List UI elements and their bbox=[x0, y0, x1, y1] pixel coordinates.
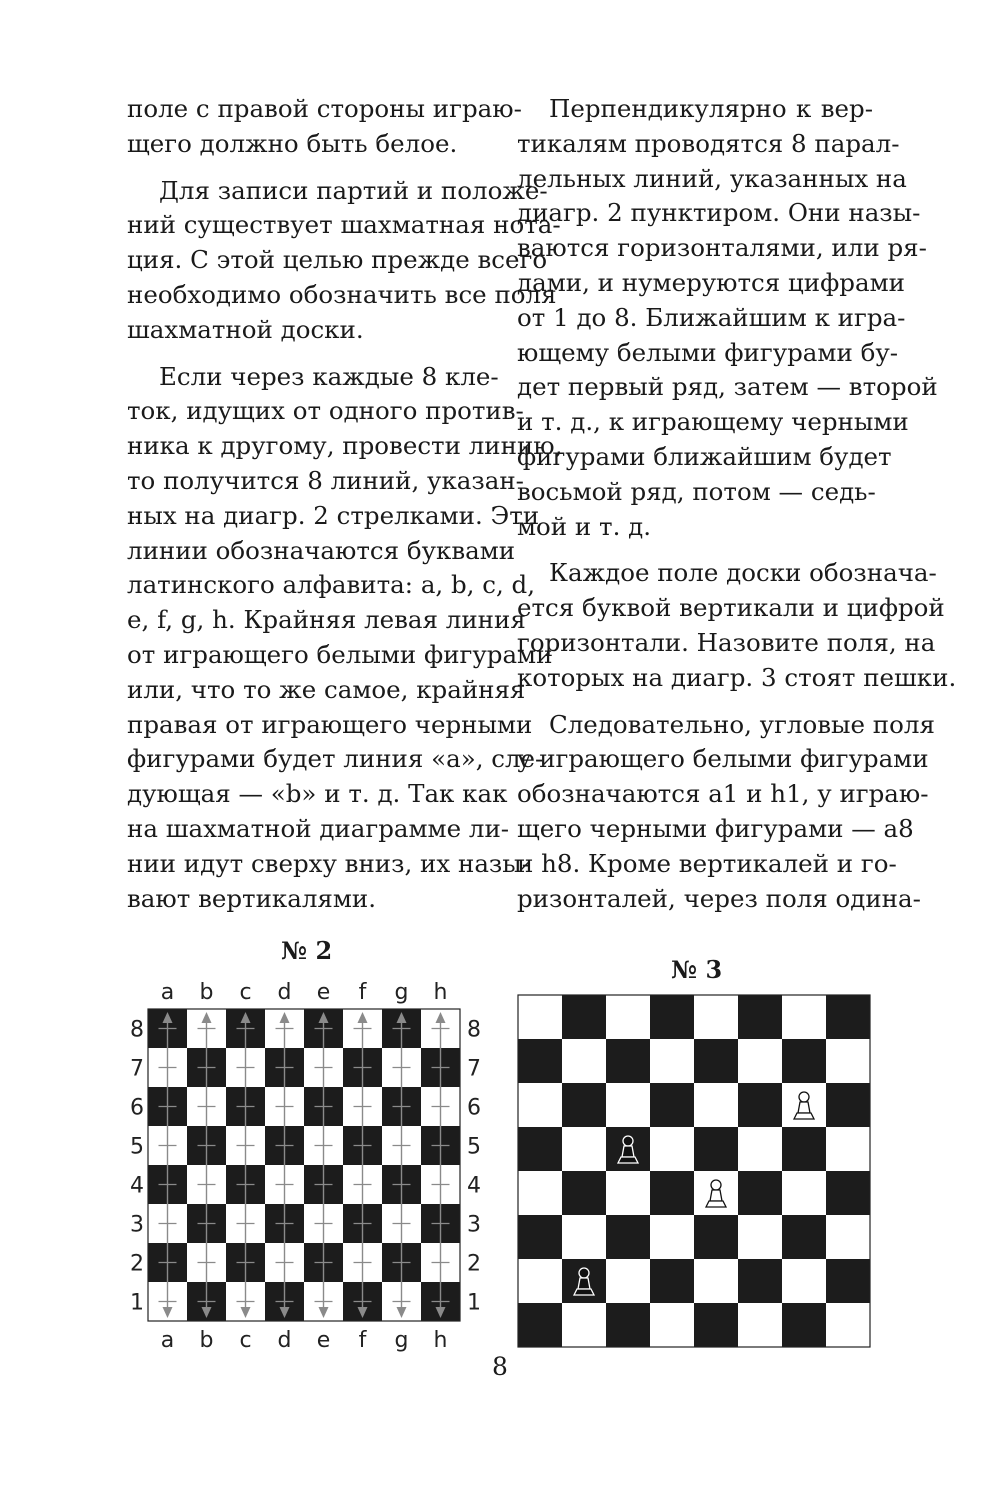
text-line: Перпендикулярно к вер- bbox=[549, 94, 873, 123]
right-text-column bbox=[517, 92, 957, 928]
board-square bbox=[826, 1303, 870, 1347]
board-square bbox=[694, 1303, 738, 1347]
text-line: горизонтали. Назовите поля, на bbox=[517, 627, 936, 657]
board-square bbox=[650, 1039, 694, 1083]
text-line: ний существует шахматная нота- bbox=[127, 210, 561, 240]
board-square bbox=[562, 1303, 606, 1347]
board-square bbox=[782, 1127, 826, 1171]
text-line: и h8. Кроме вертикалей и го- bbox=[517, 848, 897, 878]
text-line: Для записи партий и положе- bbox=[159, 175, 548, 205]
board-square bbox=[782, 1039, 826, 1083]
file-label-bottom: c bbox=[239, 1328, 252, 1353]
board-square bbox=[782, 995, 826, 1039]
text-line: ется буквой вертикали и цифрой bbox=[517, 593, 945, 623]
file-label-bottom: b bbox=[199, 1328, 214, 1353]
diagram-2-board bbox=[115, 975, 515, 1355]
text-line: ющему белыми фигурами бу- bbox=[517, 337, 899, 367]
file-label-bottom: h bbox=[433, 1328, 448, 1353]
board-square bbox=[606, 995, 650, 1039]
board-square bbox=[650, 1083, 694, 1127]
text-line: обозначаются a1 и h1, у играю- bbox=[517, 779, 929, 809]
rank-label-right: 5 bbox=[467, 1134, 481, 1160]
text-line: необходимо обозначить все поля bbox=[127, 279, 557, 309]
rank-label-left: 1 bbox=[130, 1290, 144, 1316]
text-line: фигурами будет линия «а», сле- bbox=[127, 744, 544, 774]
board-square bbox=[650, 1127, 694, 1171]
rank-label-right: 6 bbox=[467, 1095, 481, 1121]
board-square bbox=[650, 995, 694, 1039]
paragraph bbox=[127, 360, 563, 917]
rank-label-right: 2 bbox=[467, 1251, 481, 1277]
text-line: Каждое поле доски обознача- bbox=[549, 558, 937, 588]
board-square bbox=[562, 1039, 606, 1083]
board-square bbox=[518, 1171, 562, 1215]
board-square bbox=[650, 1259, 694, 1303]
board-square bbox=[826, 1039, 870, 1083]
board-square bbox=[562, 1171, 606, 1215]
board-square bbox=[826, 995, 870, 1039]
board-square bbox=[606, 1259, 650, 1303]
file-label-top: d bbox=[277, 980, 292, 1005]
text-line: дет первый ряд, затем — второй bbox=[517, 372, 938, 402]
text-line: фигурами ближайшим будет bbox=[517, 441, 892, 471]
board-square bbox=[518, 1259, 562, 1303]
rank-label-left: 6 bbox=[130, 1095, 144, 1121]
board-square bbox=[826, 1215, 870, 1259]
text-line: лельных линий, указанных на bbox=[517, 163, 907, 193]
board-square bbox=[650, 1171, 694, 1215]
file-label-top: e bbox=[316, 980, 331, 1005]
text-line: мой и т. д. bbox=[517, 511, 652, 541]
board-square bbox=[738, 1259, 782, 1303]
board-square bbox=[738, 1171, 782, 1215]
board-square bbox=[782, 1259, 826, 1303]
board-square bbox=[606, 1083, 650, 1127]
diagram-3-caption: № 3 bbox=[671, 955, 723, 984]
text-line: щего должно быть белое. bbox=[127, 128, 458, 158]
board-square bbox=[826, 1259, 870, 1303]
text-line: от играющего белыми фигурами bbox=[127, 639, 553, 669]
board-square bbox=[518, 1127, 562, 1171]
text-line: щего черными фигурами — a8 bbox=[517, 813, 914, 843]
board-square bbox=[606, 1171, 650, 1215]
text-line: и т. д., к играющему черными bbox=[517, 407, 909, 437]
file-label-top: g bbox=[394, 980, 409, 1005]
board-square bbox=[562, 1083, 606, 1127]
board-square bbox=[738, 1303, 782, 1347]
rank-label-right: 4 bbox=[467, 1173, 481, 1199]
text-line: дами, и нумеруются цифрами bbox=[517, 267, 905, 297]
board-square bbox=[782, 1171, 826, 1215]
board-square bbox=[562, 1215, 606, 1259]
board-square bbox=[826, 1083, 870, 1127]
board-square bbox=[738, 1127, 782, 1171]
board-square bbox=[518, 1039, 562, 1083]
diagram-2-caption: № 2 bbox=[281, 936, 333, 965]
paragraph bbox=[517, 92, 938, 544]
board-square bbox=[694, 1215, 738, 1259]
file-label-bottom: g bbox=[394, 1328, 409, 1353]
text-line: ных на диагр. 2 стрелками. Эти bbox=[127, 500, 540, 530]
rank-label-right: 8 bbox=[467, 1017, 481, 1043]
text-line: восьмой ряд, потом — седь- bbox=[517, 476, 876, 506]
board-square bbox=[738, 995, 782, 1039]
file-label-top: b bbox=[199, 980, 214, 1005]
board-square bbox=[694, 995, 738, 1039]
board-square bbox=[518, 1215, 562, 1259]
page-number: 8 bbox=[492, 1352, 508, 1381]
text-line: ток, идущих от одного против- bbox=[127, 396, 524, 426]
text-line: то получится 8 линий, указан- bbox=[127, 465, 524, 495]
text-line: ника к другому, провести линию, bbox=[127, 431, 563, 461]
board-square bbox=[738, 1083, 782, 1127]
text-line: тикалям проводятся 8 парал- bbox=[517, 128, 900, 158]
paragraph bbox=[127, 92, 522, 162]
board-square bbox=[738, 1215, 782, 1259]
file-label-top: f bbox=[358, 980, 367, 1005]
text-line: на шахматной диаграмме ли- bbox=[127, 813, 510, 843]
board-square bbox=[782, 1303, 826, 1347]
board-square bbox=[562, 995, 606, 1039]
text-line: от 1 до 8. Ближайшим к игра- bbox=[517, 302, 906, 332]
text-line: латинского алфавита: a, b, c, d, bbox=[127, 570, 536, 600]
rank-label-right: 3 bbox=[467, 1212, 481, 1238]
board-square bbox=[606, 1215, 650, 1259]
text-line: ризонталей, через поля одина- bbox=[517, 883, 921, 913]
board-square bbox=[694, 1259, 738, 1303]
text-line: линии обозначаются буквами bbox=[127, 535, 516, 565]
rank-label-left: 4 bbox=[130, 1173, 144, 1199]
text-line: ваются горизонталями, или ря- bbox=[517, 233, 927, 263]
file-label-bottom: d bbox=[277, 1328, 292, 1353]
text-line: ция. С этой целью прежде всего bbox=[127, 245, 548, 275]
left-text-column bbox=[127, 92, 563, 928]
board-square bbox=[650, 1303, 694, 1347]
file-label-top: c bbox=[239, 980, 252, 1005]
file-label-bottom: a bbox=[160, 1328, 175, 1353]
text-line: нии идут сверху вниз, их назы- bbox=[127, 848, 531, 878]
rank-label-left: 5 bbox=[130, 1134, 144, 1160]
file-label-top: h bbox=[433, 980, 448, 1005]
board-square bbox=[562, 1127, 606, 1171]
text-line: e, f, g, h. Крайняя левая линия bbox=[127, 605, 526, 635]
text-line: вают вертикалями. bbox=[127, 883, 377, 913]
file-label-bottom: f bbox=[358, 1328, 367, 1353]
board-square bbox=[826, 1171, 870, 1215]
rank-label-left: 7 bbox=[130, 1056, 144, 1082]
board-square bbox=[518, 1303, 562, 1347]
text-line: шахматной доски. bbox=[127, 314, 364, 344]
board-square bbox=[826, 1127, 870, 1171]
text-line: правая от играющего черными bbox=[127, 709, 533, 739]
rank-label-right: 1 bbox=[467, 1290, 481, 1316]
paragraph bbox=[517, 556, 957, 695]
text-line: диагр. 2 пунктиром. Они назы- bbox=[517, 198, 921, 228]
text-line: которых на диагр. 3 стоят пешки. bbox=[517, 662, 957, 692]
board-square bbox=[738, 1039, 782, 1083]
diagram-3-board bbox=[512, 990, 882, 1360]
board-square bbox=[606, 1039, 650, 1083]
paragraph bbox=[517, 708, 935, 917]
rank-label-left: 2 bbox=[130, 1251, 144, 1277]
rank-label-right: 7 bbox=[467, 1056, 481, 1082]
board-square bbox=[518, 1083, 562, 1127]
board-square bbox=[694, 1039, 738, 1083]
paragraph bbox=[127, 174, 561, 348]
board-square bbox=[694, 1127, 738, 1171]
file-label-bottom: e bbox=[316, 1328, 331, 1353]
board-square bbox=[606, 1303, 650, 1347]
text-line: Следовательно, угловые поля bbox=[549, 709, 935, 739]
board-square bbox=[650, 1215, 694, 1259]
board-square bbox=[782, 1215, 826, 1259]
rank-label-left: 3 bbox=[130, 1212, 144, 1238]
text-line: дующая — «b» и т. д. Так как bbox=[127, 779, 508, 809]
board-square bbox=[694, 1083, 738, 1127]
text-line: или, что то же самое, крайняя bbox=[127, 674, 526, 704]
file-label-top: a bbox=[160, 980, 175, 1005]
text-line: поле с правой стороны играю- bbox=[127, 94, 522, 123]
rank-label-left: 8 bbox=[130, 1017, 144, 1043]
text-line: Если через каждые 8 кле- bbox=[159, 361, 499, 391]
board-square bbox=[518, 995, 562, 1039]
text-line: у играющего белыми фигурами bbox=[517, 744, 929, 774]
